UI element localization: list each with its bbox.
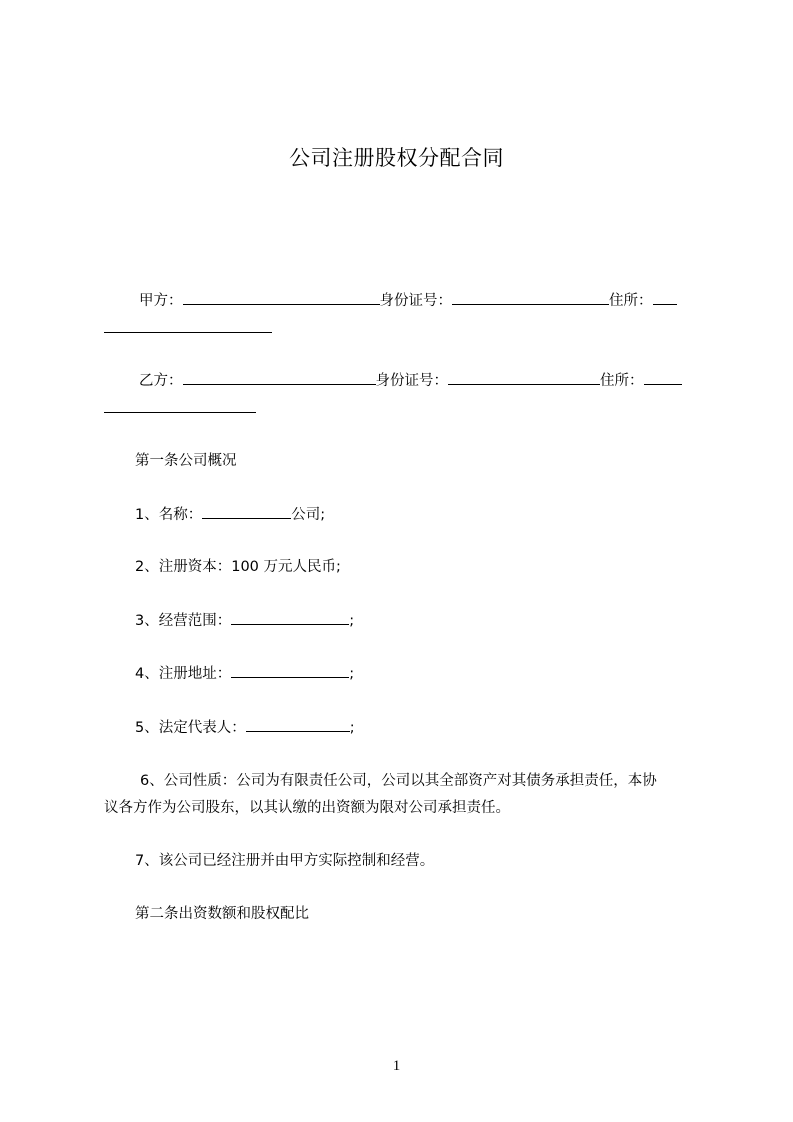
party-a-id-label: 身份证号：	[379, 293, 452, 309]
party-a-label: 甲方：	[139, 293, 183, 309]
party-a-address-blank	[653, 290, 677, 305]
item-company-name	[135, 504, 325, 525]
party-b-line	[139, 370, 682, 391]
party-b-id-blank	[448, 370, 600, 385]
item-name-prefix: 1、名称：	[135, 507, 203, 523]
party-a-line-cont	[104, 318, 272, 339]
item-nature-line2: 议各方作为公司股东，以其认缴的出资额为限对公司承担责任。	[104, 800, 510, 816]
article1-heading: 第一条公司概况	[135, 453, 237, 469]
party-a-id-blank	[452, 290, 609, 305]
party-b-id-label: 身份证号：	[375, 373, 448, 389]
item-address-prefix: 4、注册地址：	[135, 666, 232, 682]
party-a-address-label: 住所：	[609, 293, 653, 309]
document-title: 公司注册股权分配合同	[289, 146, 504, 170]
page-number: 1	[392, 1058, 401, 1074]
party-b-line-cont	[104, 398, 256, 419]
company-name-blank	[202, 504, 291, 519]
article2-heading: 第二条出资数额和股权配比	[135, 906, 309, 922]
item-nature-line1: 6、公司性质：公司为有限责任公司，公司以其全部资产对其债务承担责任，本协	[140, 773, 657, 789]
party-a-line	[139, 290, 677, 311]
party-b-name-blank	[183, 370, 376, 385]
item-scope-suffix: ;	[349, 613, 355, 629]
item-rep-suffix: ;	[349, 720, 355, 736]
party-b-address-blank	[644, 370, 682, 385]
item-scope-prefix: 3、经营范围：	[135, 613, 232, 629]
address-blank	[231, 663, 349, 678]
item-address-suffix: ;	[349, 666, 355, 682]
party-b-label: 乙方：	[139, 373, 183, 389]
item-registered: 7、该公司已经注册并由甲方实际控制和经营。	[135, 853, 435, 869]
party-a-address-blank-cont	[104, 318, 272, 333]
party-b-address-blank-cont	[104, 398, 256, 413]
scope-blank	[231, 610, 349, 625]
legal-rep-blank	[246, 717, 350, 732]
item-name-suffix: 公司;	[291, 507, 326, 523]
item-capital: 2、注册资本：100 万元人民币;	[135, 559, 341, 575]
item-rep-prefix: 5、法定代表人：	[135, 720, 246, 736]
party-a-name-blank	[183, 290, 380, 305]
item-scope	[135, 610, 354, 631]
party-b-address-label: 住所：	[600, 373, 644, 389]
item-legal-rep	[135, 717, 355, 738]
item-address	[135, 663, 354, 684]
